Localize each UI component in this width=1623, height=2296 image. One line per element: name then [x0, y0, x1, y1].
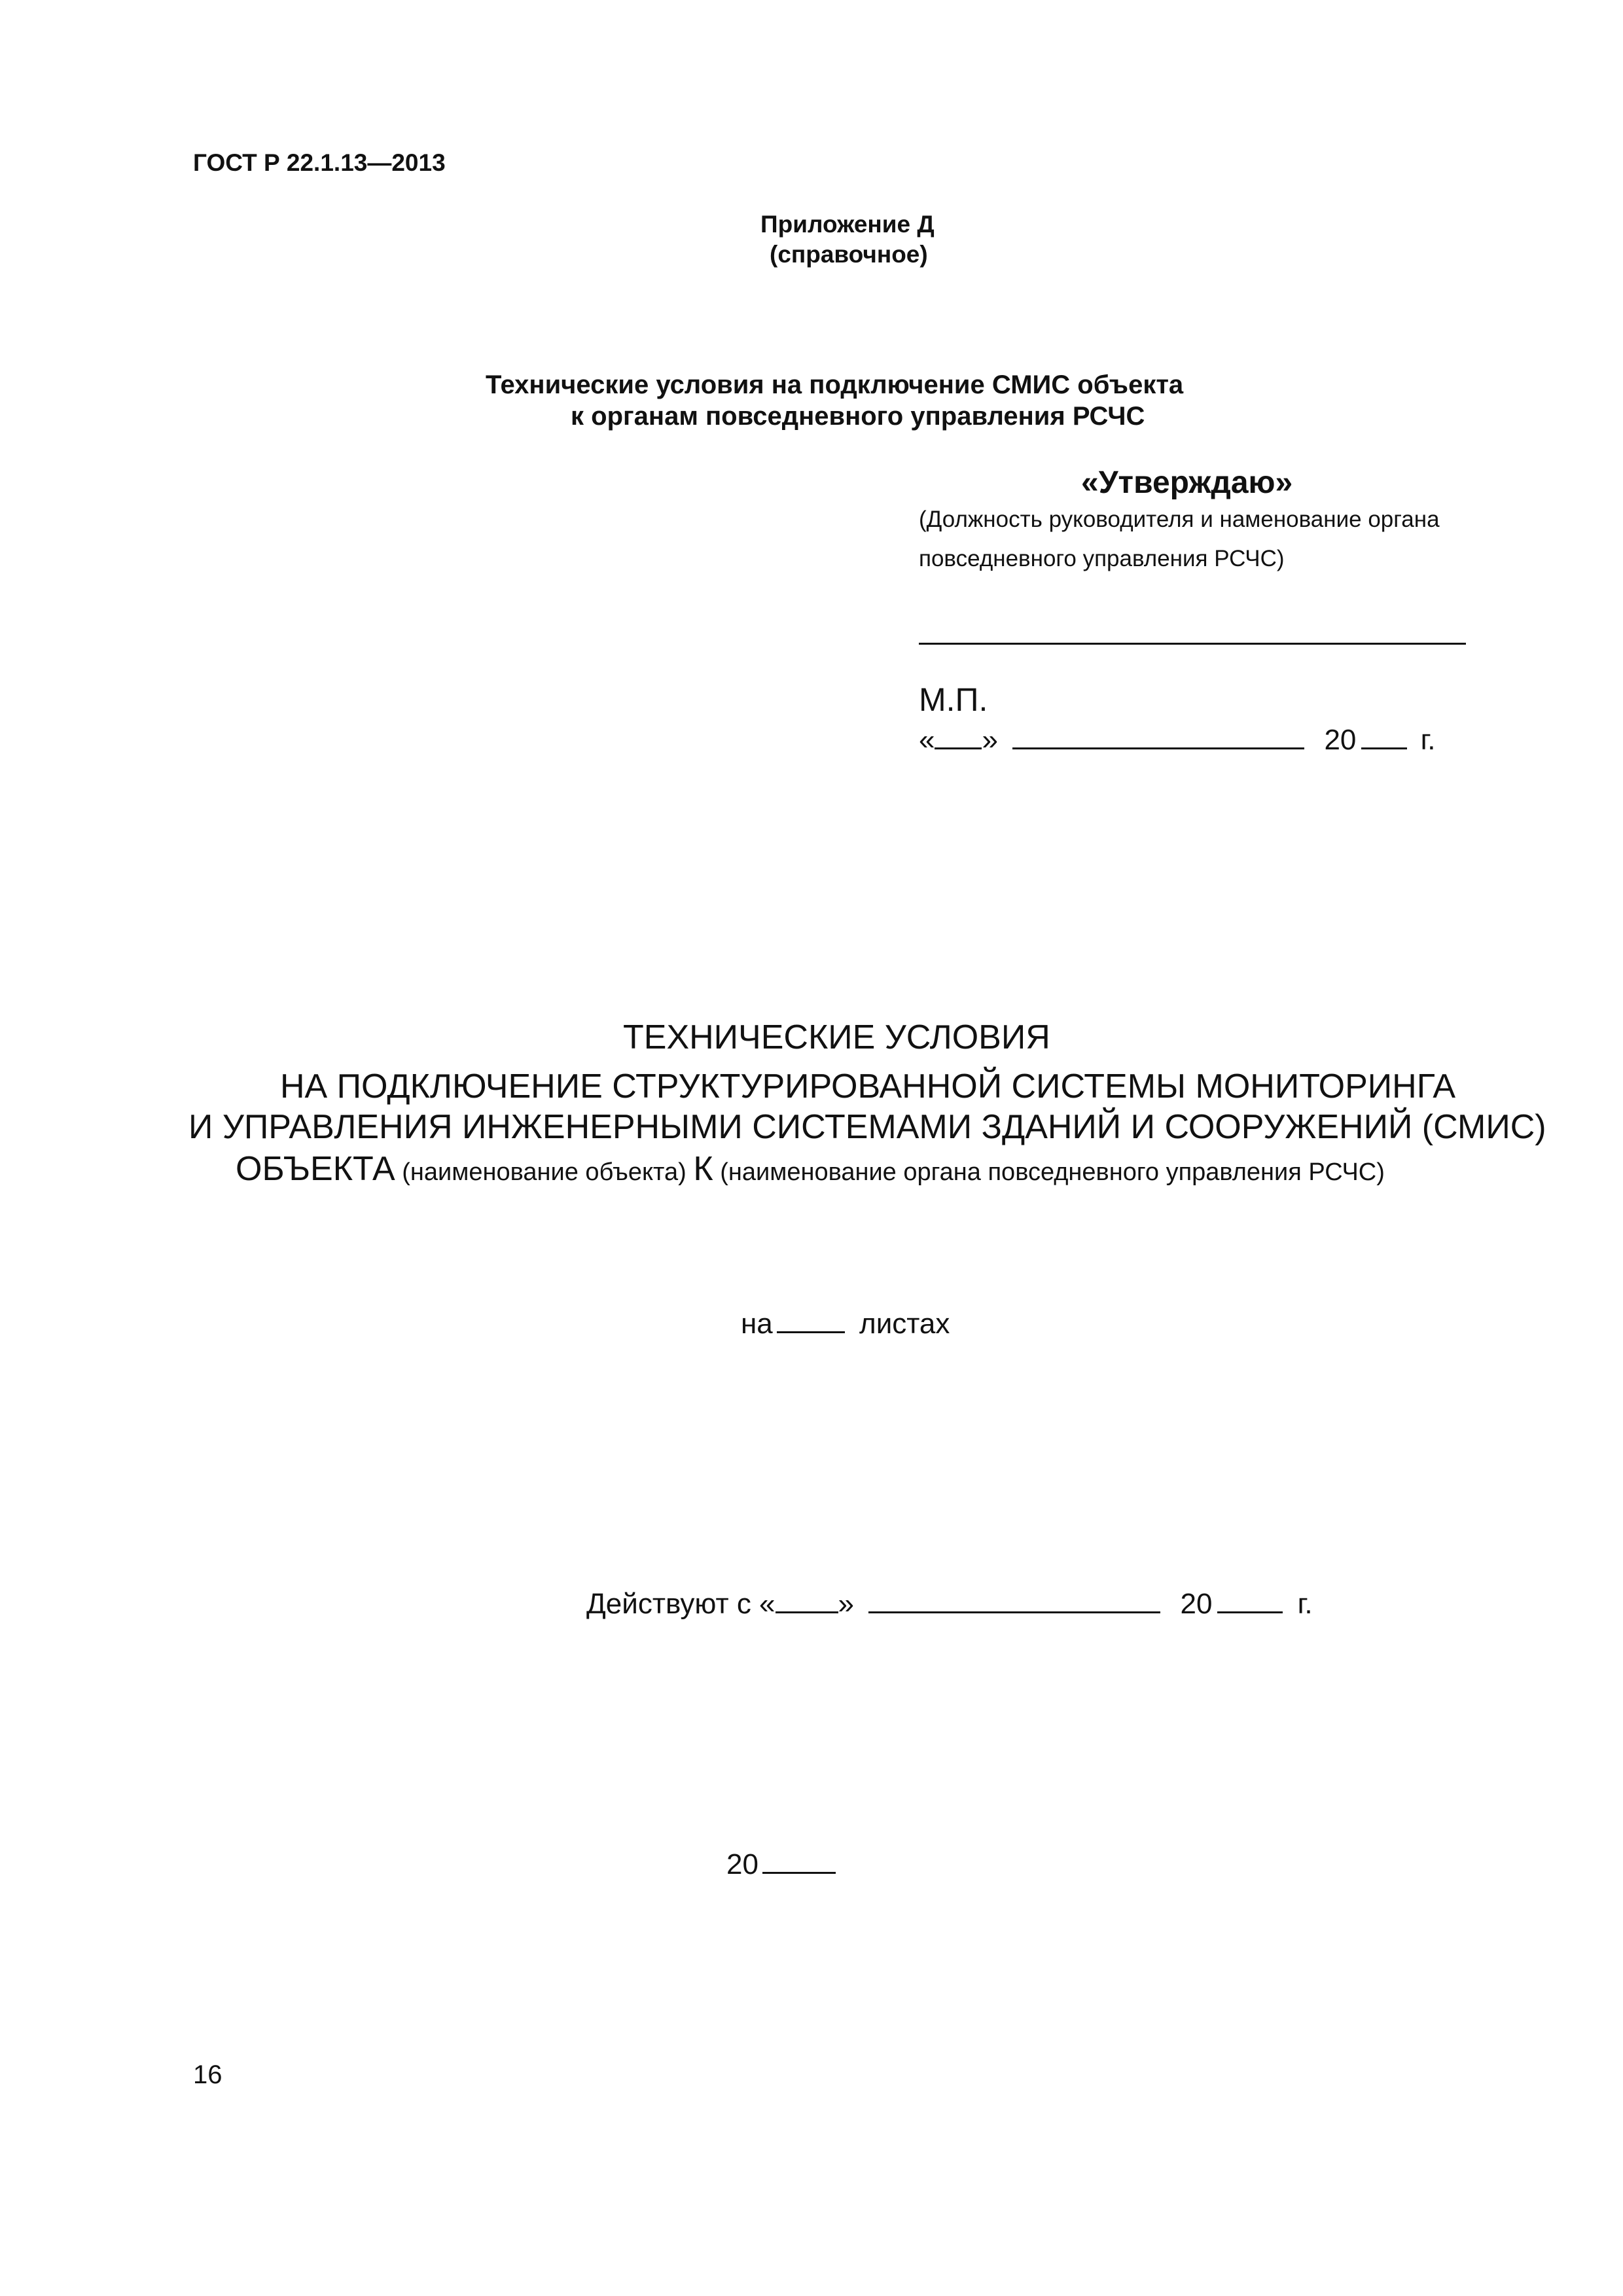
year-blank [1361, 725, 1407, 749]
main-title-line-2: НА ПОДКЛЮЧЕНИЕ СТРУКТУРИРОВАННОЙ СИСТЕМЫ МОНИТОРИНГА [280, 1067, 1456, 1105]
main-title-line-3: И УПРАВЛЕНИЯ ИНЖЕНЕРНЫМИ СИСТЕМАМИ ЗДАНИЙ И СООРУЖЕНИЙ (СМИС) [188, 1108, 1546, 1146]
sheets-count-row [741, 1308, 950, 1340]
year-prefix: 20 [1324, 724, 1357, 756]
sheets-suffix: листах [859, 1308, 950, 1340]
approval-position-line-1: (Должность руководителя и наменование органа [919, 507, 1440, 532]
page-number: 16 [193, 2060, 223, 2089]
date-close-quote: » [982, 724, 998, 756]
document-title-line-2: к органам повседневного управления РСЧС [571, 402, 1145, 431]
effective-year-prefix: 20 [1180, 1588, 1213, 1620]
appendix-note: (справочное) [770, 241, 928, 268]
approval-date-row [919, 724, 1436, 757]
authority-name-placeholder: (наименование органа повседневного управления РСЧС) [713, 1158, 1385, 1186]
object-name-placeholder: (наименование объекта) [395, 1158, 694, 1186]
document-year-blank [762, 1850, 836, 1874]
effective-date-row [586, 1588, 1313, 1621]
year-suffix: г. [1420, 724, 1436, 756]
document-title-line-1: Технические условия на подключение СМИС объекта [486, 370, 1184, 399]
standard-number: ГОСТ Р 22.1.13—2013 [193, 149, 446, 176]
effective-day-blank [776, 1589, 838, 1613]
document-year-prefix: 20 [726, 1848, 758, 1880]
approval-position-line-2: повседневного управления РСЧС) [919, 546, 1285, 571]
seal-place: М.П. [919, 681, 988, 718]
effective-prefix: Действуют с « [586, 1588, 776, 1620]
date-open-quote: « [919, 724, 935, 756]
main-title-line-4 [236, 1149, 1385, 1189]
sheets-prefix: на [741, 1308, 773, 1340]
approval-heading: «Утверждаю» [1081, 465, 1293, 500]
month-blank [1012, 725, 1304, 749]
day-blank [935, 725, 982, 749]
signature-line [919, 643, 1466, 645]
effective-year-blank [1217, 1589, 1283, 1613]
appendix-title: Приложение Д [760, 211, 935, 238]
main-title-object: ОБЪЕКТА [236, 1150, 395, 1188]
main-title-to: К [693, 1150, 713, 1188]
sheets-count-blank [777, 1309, 845, 1333]
effective-month-blank [868, 1589, 1160, 1613]
document-year-row [726, 1848, 836, 1881]
main-title-line-1: ТЕХНИЧЕСКИЕ УСЛОВИЯ [623, 1018, 1050, 1056]
effective-year-suffix: г. [1297, 1588, 1313, 1620]
effective-close-quote: » [838, 1588, 854, 1620]
